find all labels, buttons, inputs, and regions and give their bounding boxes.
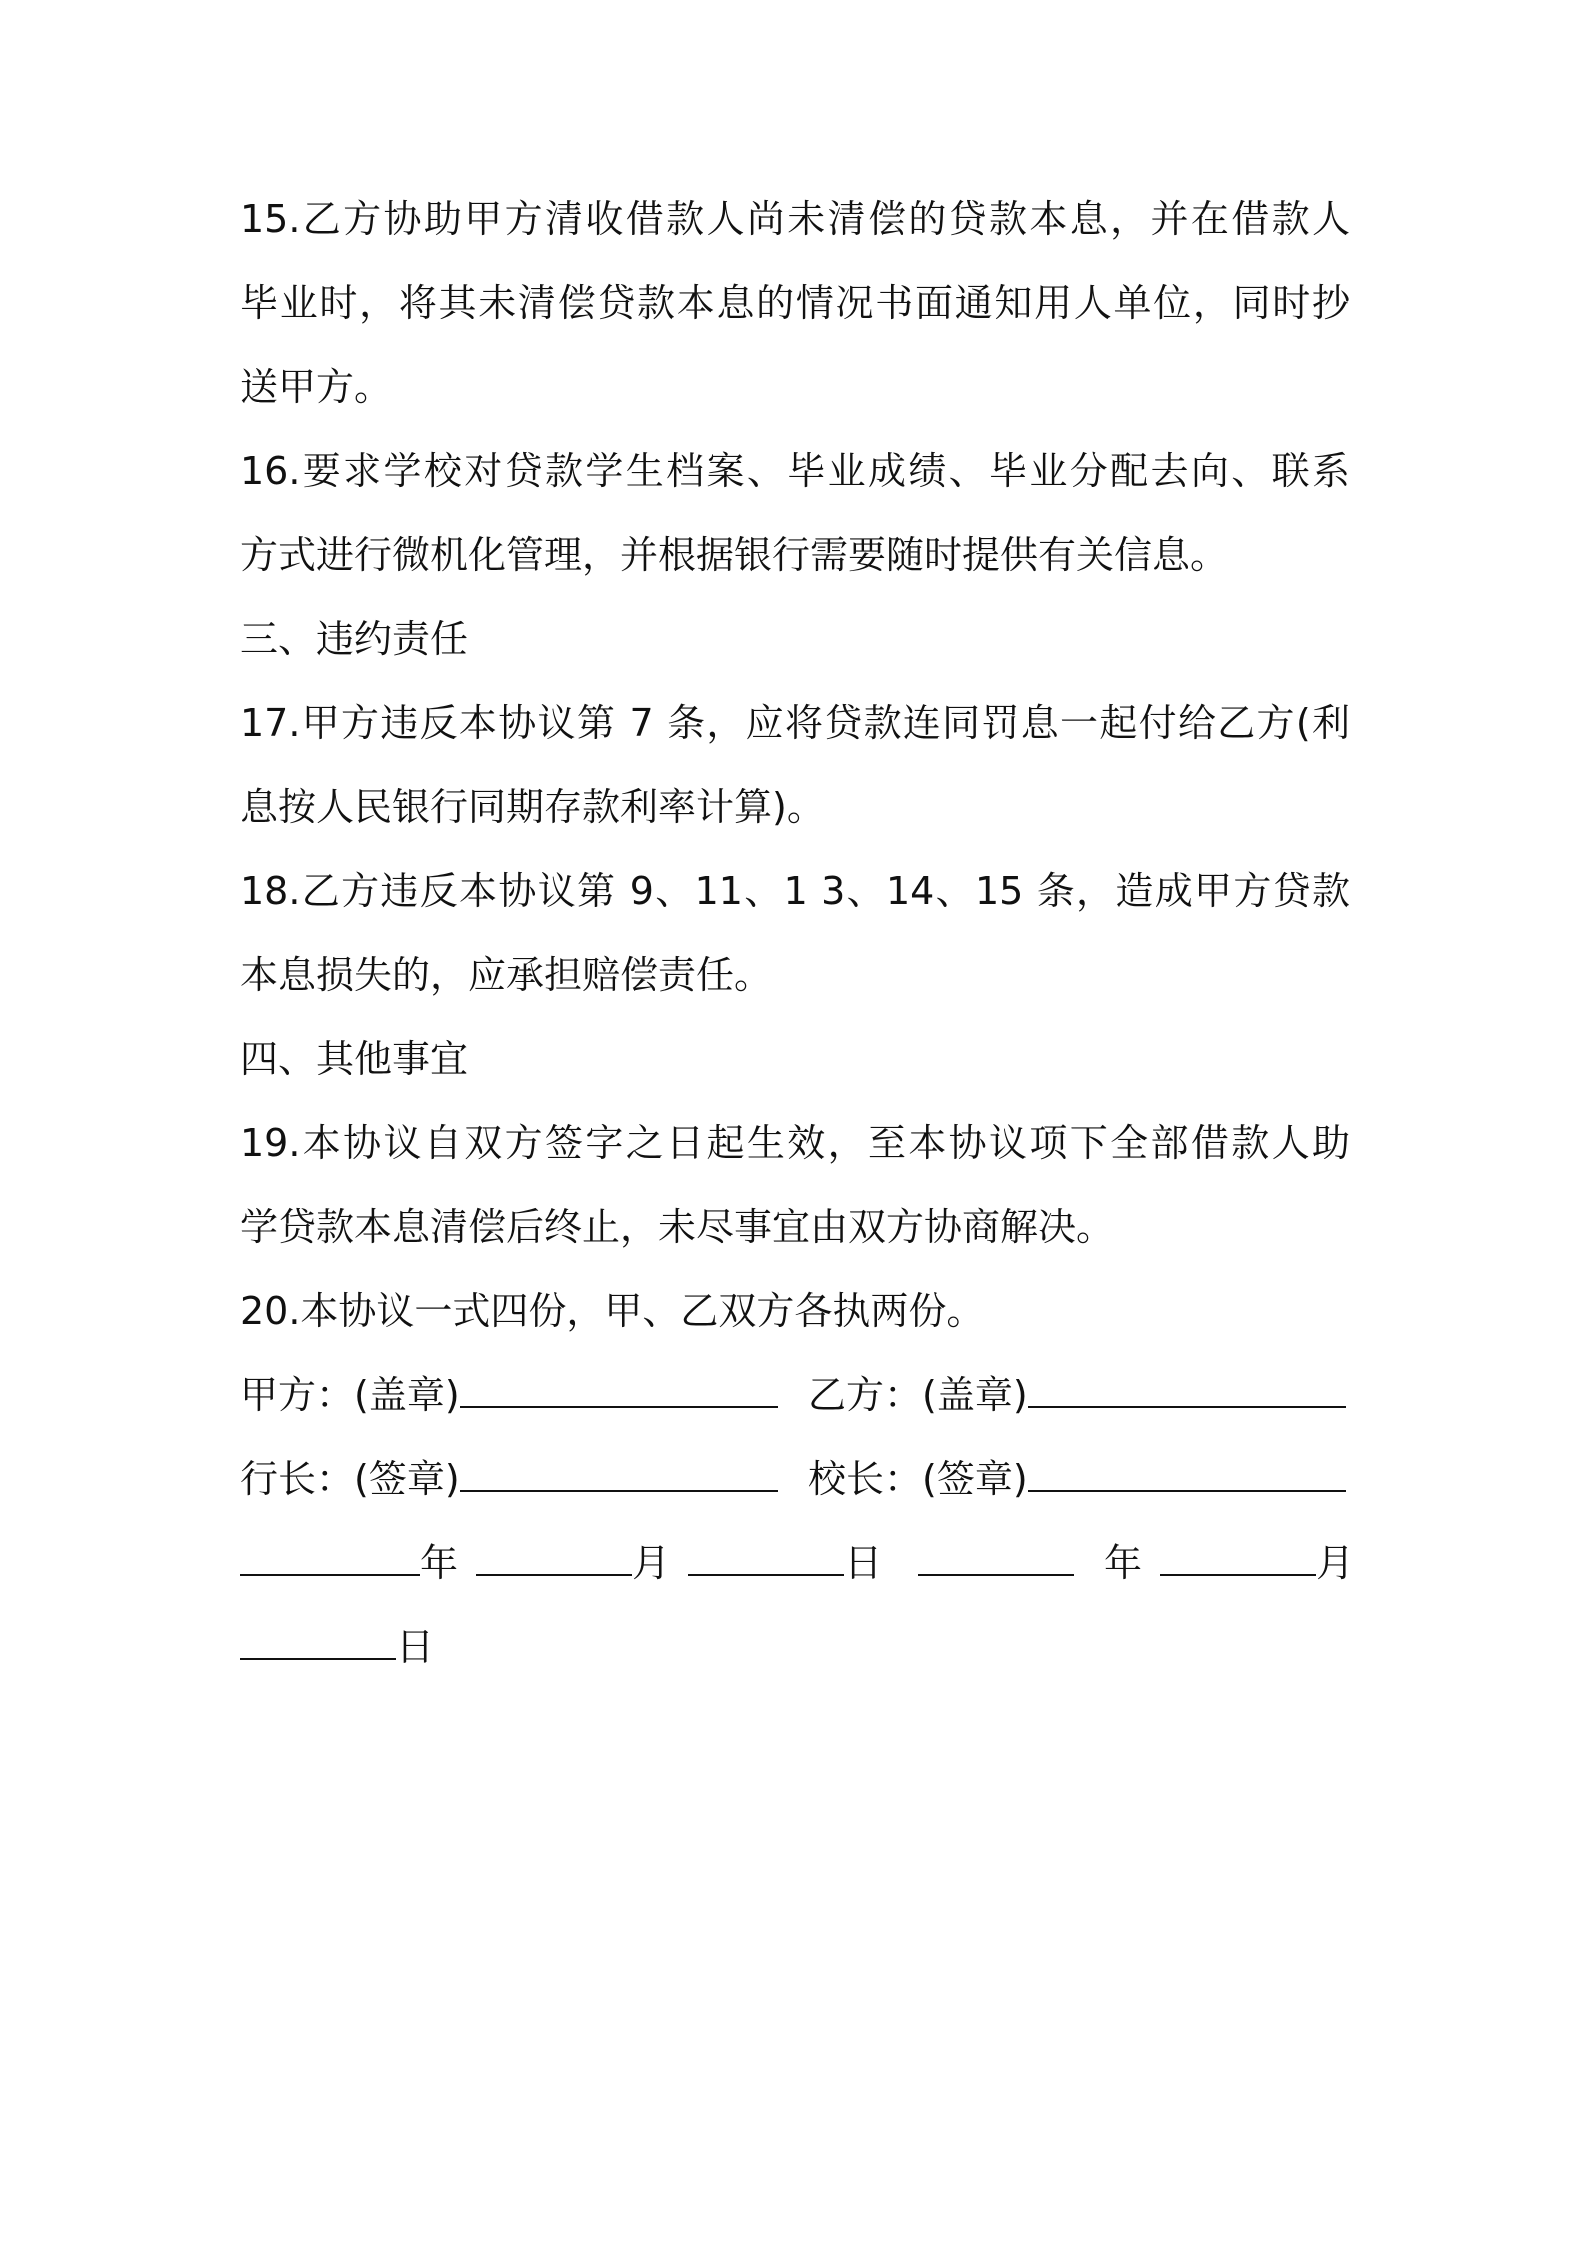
party-b-day-blank (240, 1624, 396, 1660)
signature-row-seals (240, 1372, 1350, 1418)
party-a-day-blank (688, 1540, 844, 1576)
party-a-year-label: 年 (420, 1541, 459, 1585)
party-b-date (918, 1540, 1354, 1586)
clause-17-line-1: 17.甲方违反本协议第 7 条，应将贷款连同罚息一起付给乙方(利 (240, 701, 1350, 745)
clause-19-line-1: 19.本协议自双方签字之日起生效，至本协议项下全部借款人助 (240, 1121, 1350, 1165)
party-a-day-label: 日 (844, 1541, 883, 1585)
principal-signature-blank (1028, 1456, 1346, 1492)
party-b-seal-label: 乙方：(盖章) (808, 1373, 1028, 1417)
party-a-seal-label: 甲方：(盖章) (240, 1373, 460, 1417)
section-heading-other-matters: 四、其他事宜 (240, 1037, 469, 1081)
clause-19-line-2: 学贷款本息清偿后终止，未尽事宜由双方协商解决。 (240, 1205, 1115, 1249)
president-signature-blank (460, 1456, 778, 1492)
clause-16-line-2: 方式进行微机化管理，并根据银行需要随时提供有关信息。 (240, 533, 1229, 577)
principal-signature-field (808, 1456, 1346, 1502)
party-b-seal-field (808, 1372, 1346, 1418)
clause-16-line-1: 16.要求学校对贷款学生档案、毕业成绩、毕业分配去向、联系 (240, 449, 1350, 493)
party-b-month-label: 月 (1316, 1541, 1355, 1585)
party-a-month-blank (476, 1540, 632, 1576)
clause-15-line-2: 毕业时，将其未清偿贷款本息的情况书面通知用人单位，同时抄 (240, 281, 1350, 325)
signature-row-dates (240, 1540, 1355, 1586)
party-b-year-blank (918, 1540, 1074, 1576)
party-a-year-blank (240, 1540, 420, 1576)
party-b-year-label: 年 (1104, 1541, 1143, 1585)
clause-18-line-1: 18.乙方违反本协议第 9、11、1 3、14、15 条，造成甲方贷款 (240, 869, 1350, 913)
president-signature-field (240, 1456, 778, 1502)
party-b-day (240, 1624, 434, 1670)
party-a-month-label: 月 (632, 1541, 671, 1585)
party-b-seal-blank (1028, 1372, 1346, 1408)
signature-row-signatures (240, 1456, 1350, 1502)
party-b-month-blank (1160, 1540, 1316, 1576)
clause-15-line-1: 15.乙方协助甲方清收借款人尚未清偿的贷款本息，并在借款人 (240, 197, 1350, 241)
party-a-date (240, 1540, 882, 1586)
party-a-seal-field (240, 1372, 778, 1418)
principal-signature-label: 校长：(签章) (808, 1457, 1028, 1501)
president-signature-label: 行长：(签章) (240, 1457, 460, 1501)
section-heading-breach: 三、违约责任 (240, 617, 469, 661)
clause-18-line-2: 本息损失的，应承担赔偿责任。 (240, 953, 773, 997)
party-b-day-label: 日 (396, 1625, 435, 1669)
party-a-seal-blank (460, 1372, 778, 1408)
signature-row-dates-continued (240, 1624, 1350, 1670)
clause-17-line-2: 息按人民银行同期存款利率计算)。 (240, 785, 825, 829)
clause-20-line-1: 20.本协议一式四份，甲、乙双方各执两份。 (240, 1289, 985, 1333)
clause-15-line-3: 送甲方。 (240, 365, 393, 409)
